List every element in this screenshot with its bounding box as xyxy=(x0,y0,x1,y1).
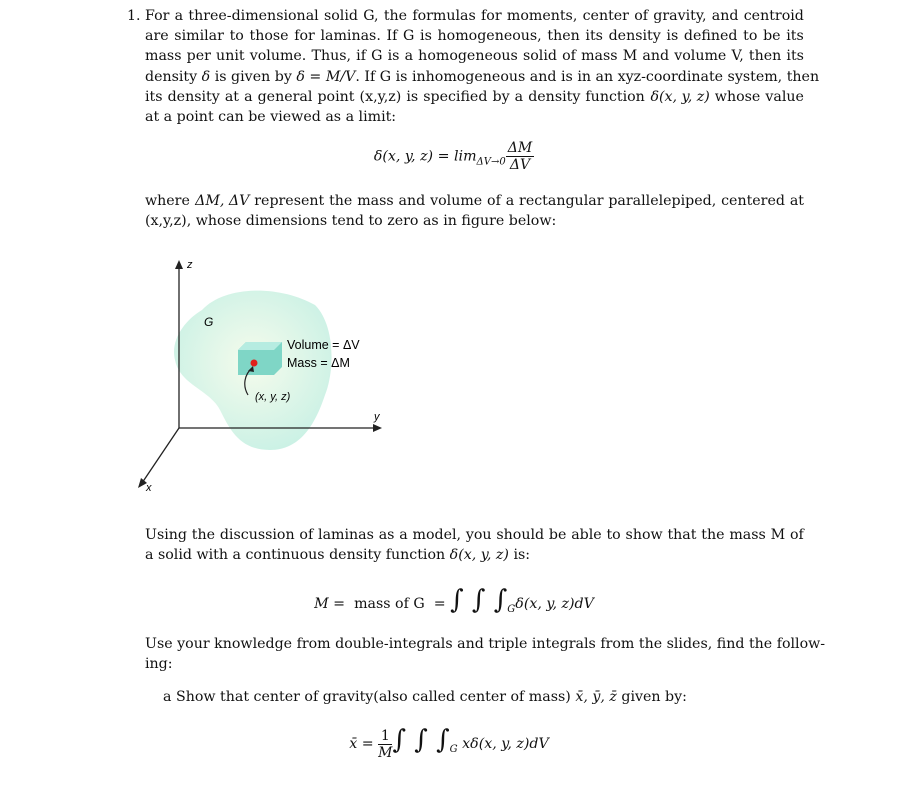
text-word: homogeneous, xyxy=(433,28,542,45)
text-word: as xyxy=(320,108,342,125)
text-word: a xyxy=(239,88,253,105)
text-word: from xyxy=(595,636,635,652)
text-word: parallelepiped, xyxy=(603,193,717,209)
text-word: is xyxy=(661,28,679,45)
text-word: of xyxy=(557,48,576,65)
text-word: unit xyxy=(211,48,245,65)
text-word: of xyxy=(294,527,314,543)
text-line xyxy=(145,26,804,46)
text-word: can xyxy=(213,108,244,125)
z-arrow-icon xyxy=(175,260,183,269)
text-word: dimensions xyxy=(241,213,328,230)
text-word: then xyxy=(744,48,782,65)
xbar-integral-region: G xyxy=(449,743,458,755)
mass-eq: = mass of G = xyxy=(328,596,451,612)
mass-lhs: M xyxy=(314,596,329,612)
paragraph-intro xyxy=(145,6,820,127)
text-word: the xyxy=(696,527,725,543)
text-word: point xyxy=(312,88,355,105)
text-word: is xyxy=(383,48,400,65)
text-word: value xyxy=(760,88,804,105)
text-word: by xyxy=(487,88,510,105)
text-word: below: xyxy=(504,213,557,230)
region-label: G xyxy=(204,315,214,329)
text-word: and xyxy=(637,48,670,65)
text-word: be xyxy=(544,527,567,543)
mass-integrand: δ(x, y, z)dV xyxy=(515,596,594,612)
text-word: the xyxy=(187,527,216,543)
triple-integral-sign: ∫ ∫ ∫ xyxy=(450,585,508,615)
text-word: centered xyxy=(716,193,785,209)
text-word: solid xyxy=(518,48,557,65)
text-word: V, xyxy=(726,48,744,65)
text-word: is xyxy=(415,28,432,45)
text-word: the xyxy=(634,636,663,652)
text-word: its xyxy=(580,28,603,45)
text-word: G, xyxy=(358,8,379,24)
text-word: (x,y,z) xyxy=(355,88,402,105)
text-word: as xyxy=(374,527,395,543)
text-word: viewed xyxy=(265,108,321,125)
text-word: then xyxy=(542,28,580,45)
text-word: a xyxy=(145,547,154,564)
paragraph-instructions xyxy=(145,634,826,674)
text-word: Using xyxy=(145,527,187,543)
text-word: at xyxy=(145,108,160,125)
text-word: gravity, xyxy=(648,8,707,24)
text-word: = xyxy=(304,68,322,85)
text-word: to xyxy=(225,28,244,45)
text-word: xyz-coordinate xyxy=(613,68,724,85)
text-word: and xyxy=(452,636,484,652)
text-word: integrals xyxy=(527,636,596,652)
text-word: center xyxy=(578,8,629,24)
text-word: its xyxy=(145,88,163,105)
text-word: of xyxy=(482,193,501,209)
xbar-integrand: xδ(x, y, z)dV xyxy=(462,736,549,752)
text-word: Use xyxy=(145,636,173,652)
text-word xyxy=(645,87,650,107)
text-word: is: xyxy=(508,547,531,564)
text-word: to xyxy=(363,213,383,230)
text-word: at xyxy=(785,193,804,209)
text-word: inhomogeneous xyxy=(407,68,526,85)
limit-numerator: ΔM xyxy=(507,140,533,156)
text-word: density xyxy=(324,547,382,564)
text-word: If xyxy=(382,28,398,45)
axis-y-label: y xyxy=(374,411,380,423)
text-word: homogeneous xyxy=(413,48,518,65)
text-word: zero xyxy=(382,213,419,230)
text-word: M xyxy=(766,527,786,543)
xbar-integral-sign: ∫ ∫ ∫ xyxy=(392,725,450,755)
text-word: represent xyxy=(249,193,325,209)
text-word: is xyxy=(210,68,227,85)
text-word: centroid xyxy=(739,8,804,24)
text-word: whose xyxy=(710,88,761,105)
text-word: you xyxy=(461,527,492,543)
text-word: follow- xyxy=(772,636,826,652)
limit-fraction xyxy=(506,140,534,173)
text-word: per xyxy=(182,48,211,65)
text-word: its xyxy=(781,28,804,45)
text-line xyxy=(145,545,804,565)
text-word: of xyxy=(785,527,804,543)
text-word: density xyxy=(604,28,661,45)
math-inline: M/V xyxy=(325,68,356,85)
text-word: figure xyxy=(456,213,505,230)
point-dot xyxy=(251,360,258,367)
text-word: formulas xyxy=(407,8,476,24)
math-inline: δ(x, y, z) xyxy=(449,547,509,564)
text-word: defined xyxy=(679,28,738,45)
text-word: solid xyxy=(153,547,192,564)
text-word: discussion xyxy=(215,527,295,543)
text-word: model, xyxy=(408,527,462,543)
math-inline: δ xyxy=(296,68,305,85)
text-word: at xyxy=(220,88,239,105)
text-word: point xyxy=(172,108,214,125)
text-word: mass xyxy=(352,193,394,209)
integral-region: G xyxy=(507,603,516,615)
text-word: for xyxy=(476,8,502,24)
part-a-text: Show that center of gravity(also called center of mass) xyxy=(175,689,576,705)
text-word: mass xyxy=(724,527,766,543)
text-word: a xyxy=(341,108,355,125)
solid-figure xyxy=(130,250,410,500)
text-word: volume xyxy=(669,48,727,65)
text-word: the xyxy=(324,193,353,209)
axis-x-label: x xyxy=(146,482,152,494)
text-word: function xyxy=(381,547,446,564)
text-word: ing: xyxy=(145,656,173,673)
xbar-formula xyxy=(0,722,903,768)
item-number: 1. xyxy=(127,8,141,24)
text-word: triple xyxy=(483,636,528,652)
text-word: with xyxy=(191,547,228,564)
text-word: Thus, xyxy=(306,48,352,65)
text-word: to xyxy=(601,527,621,543)
text-word: . xyxy=(355,68,360,85)
text-word: general xyxy=(253,88,313,105)
text-word: moments, xyxy=(502,8,578,24)
text-word: then xyxy=(782,68,820,85)
text-word: system, xyxy=(723,68,783,85)
text-word: three-dimensional xyxy=(183,8,319,24)
text-word: a xyxy=(159,108,173,125)
mass-formula xyxy=(0,585,908,625)
text-word: a xyxy=(510,88,524,105)
text-word: whose xyxy=(191,213,242,230)
text-word: a xyxy=(400,48,414,65)
text-word: and xyxy=(707,8,739,24)
part-a-tail: given by: xyxy=(616,689,687,705)
text-word: laminas xyxy=(313,527,374,543)
text-line xyxy=(145,87,804,107)
text-word: tend xyxy=(327,213,364,230)
text-word: those xyxy=(244,28,289,45)
mass-label: Mass = ΔM xyxy=(287,356,350,370)
text-word: where xyxy=(145,193,190,209)
text-word: knowledge xyxy=(209,636,293,652)
point-label: (x, y, z) xyxy=(255,391,291,403)
text-word: show xyxy=(621,527,663,543)
text-line xyxy=(145,654,804,674)
part-a xyxy=(163,687,687,707)
text-word: the xyxy=(744,636,773,652)
text-word: is xyxy=(401,88,419,105)
text-word: For xyxy=(145,8,170,24)
text-word: are xyxy=(145,28,169,45)
text-word: laminas. xyxy=(315,28,381,45)
text-word: is xyxy=(556,68,573,85)
text-line xyxy=(145,191,804,211)
text-word: specified xyxy=(418,88,488,105)
text-word: density xyxy=(523,88,581,105)
part-a-label: a xyxy=(163,689,172,705)
text-word: density xyxy=(163,88,220,105)
text-word: similar xyxy=(169,28,224,45)
text-word: rectangular xyxy=(514,193,604,209)
text-line xyxy=(145,107,804,127)
text-word: (x,y,z), xyxy=(145,213,192,230)
text-word: and xyxy=(525,68,557,85)
text-word: M xyxy=(618,48,638,65)
text-word: as xyxy=(418,213,439,230)
text-word: in xyxy=(572,68,592,85)
text-word: G xyxy=(398,28,415,45)
math-inline: δ(x, y, z) xyxy=(650,88,710,105)
text-word: if xyxy=(351,48,366,65)
limit-denominator: ΔV xyxy=(509,157,531,173)
text-word: a xyxy=(170,8,184,24)
text-word: by xyxy=(270,68,292,85)
limit-sub: ΔV→0 xyxy=(476,156,506,168)
xbar-denominator: M xyxy=(378,744,393,761)
text-word: mass xyxy=(145,48,182,65)
text-word: density xyxy=(145,68,198,85)
paragraph-where xyxy=(145,191,804,231)
text-word: is xyxy=(391,68,408,85)
text-line xyxy=(145,6,804,26)
text-word: mass xyxy=(576,48,618,65)
text-word: be xyxy=(243,108,266,125)
xbar-numerator: 1 xyxy=(378,728,392,745)
text-line xyxy=(145,211,804,231)
text-word: double-integrals xyxy=(330,636,453,652)
text-word: volume xyxy=(425,193,483,209)
text-line xyxy=(145,634,826,654)
text-word: be xyxy=(758,28,781,45)
text-word: volume. xyxy=(245,48,307,65)
text-line xyxy=(145,525,804,545)
text-word: to xyxy=(738,28,758,45)
text-word: If xyxy=(359,68,376,85)
part-a-vars: x̄, ȳ, z̄ xyxy=(575,689,617,705)
math-inline: ΔM, ΔV xyxy=(195,193,250,209)
text-word: given xyxy=(226,68,271,85)
text-word: a xyxy=(228,547,241,564)
text-word: slides, xyxy=(662,636,713,652)
text-word: that xyxy=(662,527,697,543)
text-word: a xyxy=(501,193,515,209)
xbar-lhs: x̄ = xyxy=(349,736,379,752)
text-word: in xyxy=(438,213,457,230)
text-word: solid xyxy=(319,8,358,24)
math-inline: δ xyxy=(201,68,211,85)
text-word: G xyxy=(375,68,392,85)
axis-z-label: z xyxy=(187,259,193,271)
text-word: limit: xyxy=(354,108,397,125)
text-word: its xyxy=(781,48,804,65)
text-word: able xyxy=(566,527,602,543)
volume-label: Volume = ΔV xyxy=(287,338,360,352)
xbar-fraction xyxy=(378,728,392,761)
text-word: for xyxy=(289,28,315,45)
text-word: the xyxy=(379,8,408,24)
text-word: an xyxy=(591,68,614,85)
text-word: a xyxy=(394,527,408,543)
text-word: and xyxy=(394,193,426,209)
text-line xyxy=(145,67,820,87)
paragraph-mass xyxy=(145,525,804,565)
text-word: continuous xyxy=(240,547,325,564)
text-word: of xyxy=(629,8,649,24)
y-arrow-icon xyxy=(373,424,382,432)
text-word: from xyxy=(292,636,331,652)
text-word: your xyxy=(172,636,210,652)
text-word: should xyxy=(491,527,545,543)
limit-lhs: δ(x, y, z) = lim xyxy=(373,148,477,165)
text-line xyxy=(145,46,804,66)
text-word: find xyxy=(712,636,745,652)
text-word: function xyxy=(580,88,645,105)
limit-formula xyxy=(0,140,908,173)
text-word: G xyxy=(366,48,383,65)
